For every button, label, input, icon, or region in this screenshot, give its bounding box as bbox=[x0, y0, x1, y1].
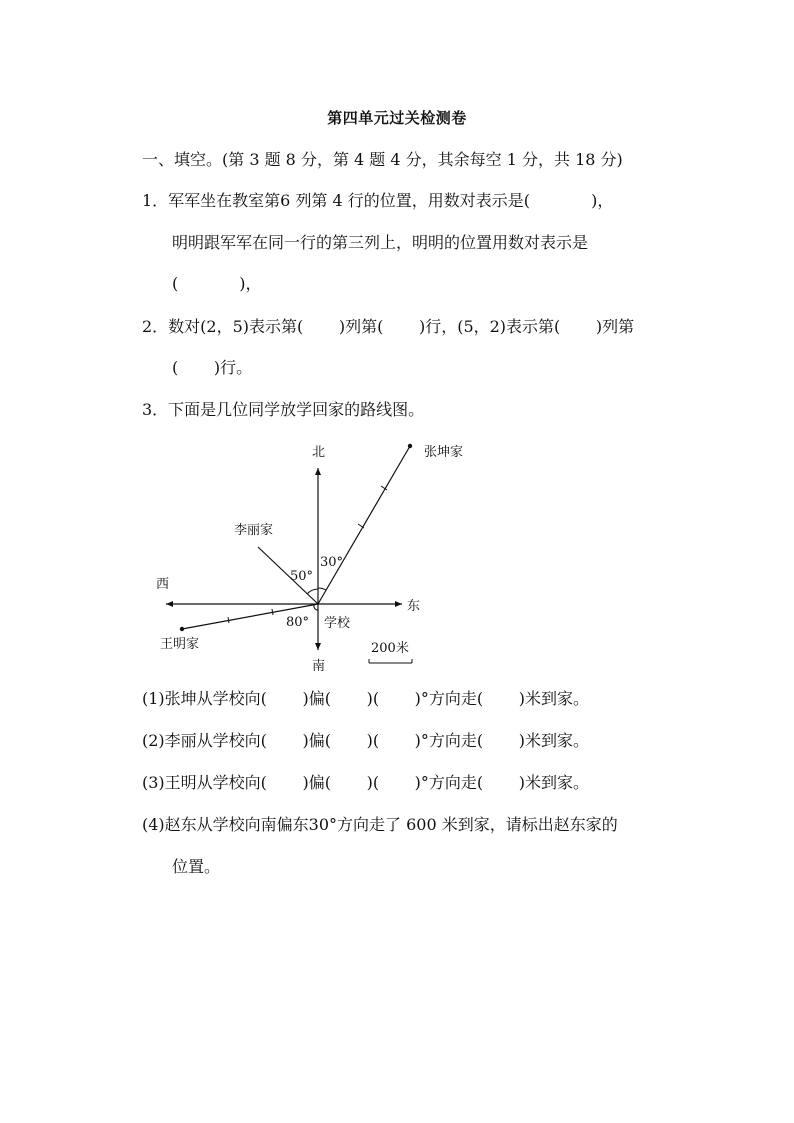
angle-label-80: 80° bbox=[286, 615, 310, 630]
lili-home-label: 李丽家 bbox=[234, 523, 274, 538]
angle-arc-30 bbox=[318, 588, 326, 590]
north-label: 北 bbox=[312, 445, 326, 460]
angle-arc-50 bbox=[307, 589, 318, 594]
question-3-sub-2: (2)李丽从学校向( )偏( )( )°方向走( )米到家。 bbox=[142, 731, 590, 750]
wangming-home-point bbox=[180, 627, 184, 631]
zhangkun-home-point bbox=[408, 444, 412, 448]
question-3-sub-1: (1)张坤从学校向( )偏( )( )°方向走( )米到家。 bbox=[142, 689, 590, 708]
wangming-home-label: 王明家 bbox=[160, 637, 200, 652]
question-3-intro: 3．下面是几位同学放学回家的路线图。 bbox=[142, 400, 425, 419]
zhangkun-home-label: 张坤家 bbox=[424, 445, 464, 460]
angle-label-50: 50° bbox=[290, 569, 314, 584]
page-title: 第四单元过关检测卷 bbox=[327, 109, 467, 127]
question-3-sub-3: (3)王明从学校向( )偏( )( )°方向走( )米到家。 bbox=[142, 773, 590, 792]
east-label: 东 bbox=[407, 599, 421, 614]
angle-label-30: 30° bbox=[320, 555, 344, 570]
question-3-sub-4-line-2: 位置。 bbox=[172, 857, 221, 876]
scale-label: 200米 bbox=[371, 641, 409, 656]
route-zhangkun bbox=[318, 446, 410, 604]
section-heading: 一、填空。(第 3 题 8 分，第 4 题 4 分，其余每空 1 分，共 18 分) bbox=[142, 150, 623, 169]
west-label: 西 bbox=[156, 577, 170, 592]
tick-mark bbox=[228, 617, 229, 623]
question-3-sub-4-line-1: (4)赵东从学校向南偏东30°方向走了 600 米到家，请标出赵东家的 bbox=[142, 815, 618, 834]
angle-arc-80 bbox=[314, 605, 318, 610]
question-1-line-2: 明明跟军军在同一行的第三列上，明明的位置用数对表示是 bbox=[172, 233, 589, 252]
question-2-line-2: ( )行。 bbox=[172, 358, 253, 377]
tick-mark bbox=[272, 609, 273, 615]
south-label: 南 bbox=[312, 659, 326, 674]
school-label: 学校 bbox=[324, 616, 351, 631]
question-1-line-3: ( )， bbox=[172, 274, 262, 293]
question-1-line-1: 1．军军坐在教室第6 列第 4 行的位置，用数对表示是( )， bbox=[142, 191, 614, 210]
question-2-line-1: 2．数对(2，5)表示第( )列第( )行，(5，2)表示第( )列第 bbox=[142, 317, 635, 336]
